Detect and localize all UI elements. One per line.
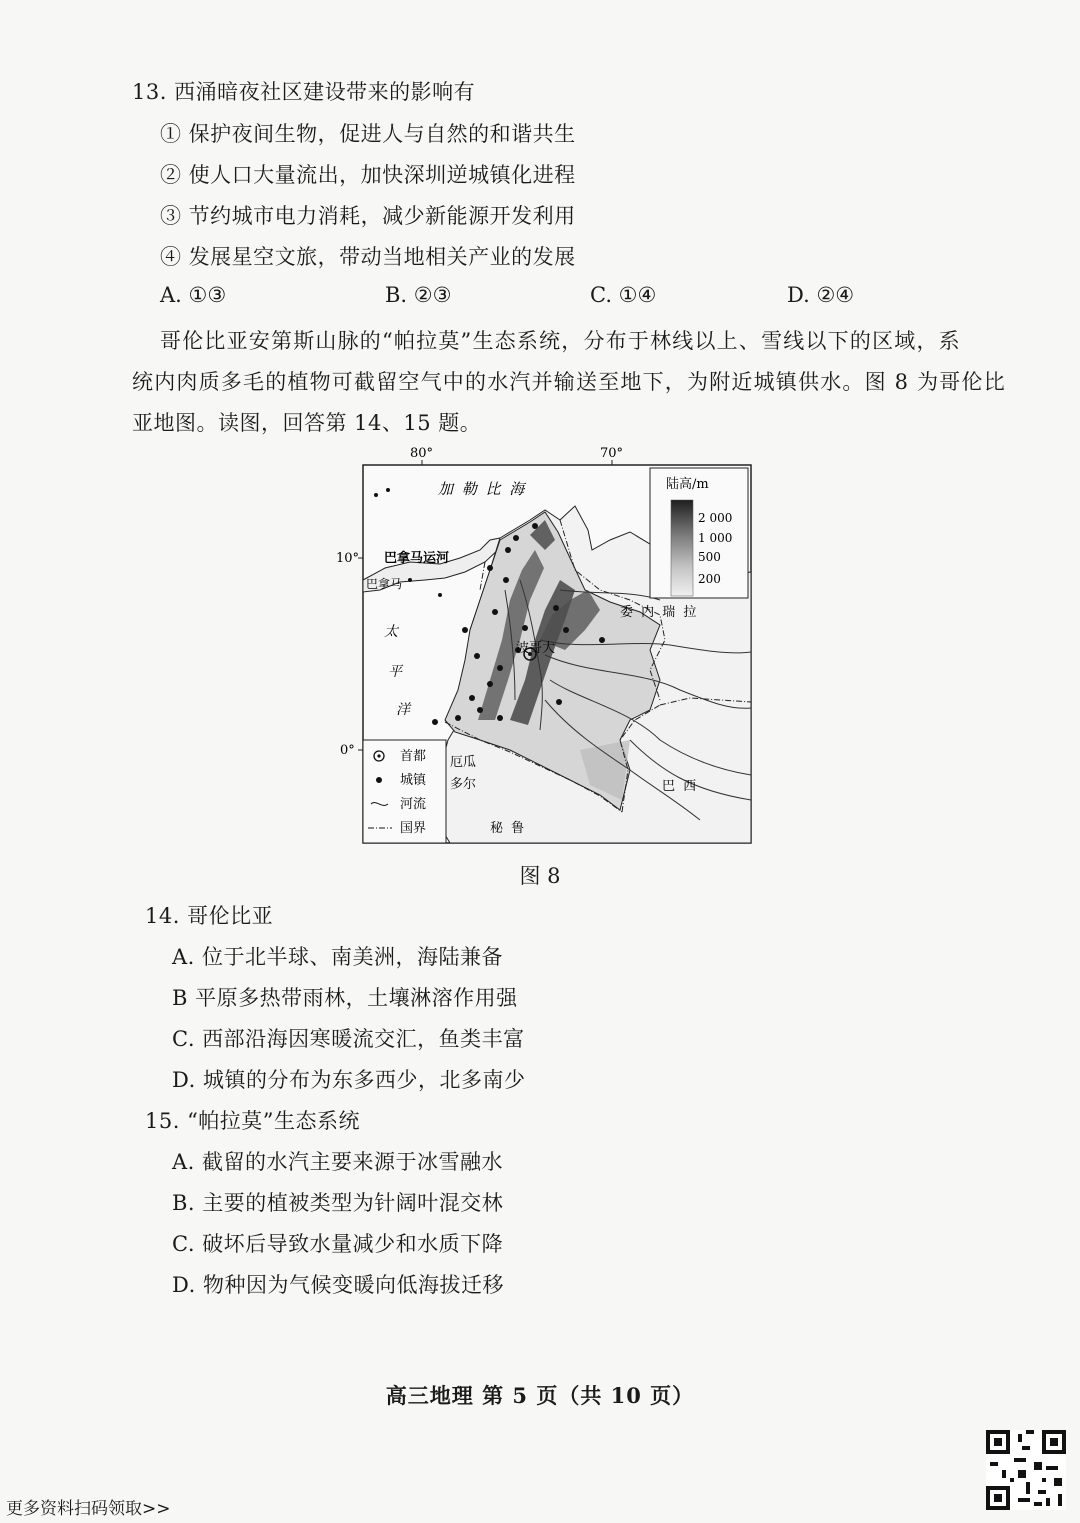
q15-option-b: B. 主要的植被类型为针阔叶混交林 xyxy=(172,1191,504,1215)
qr-code[interactable] xyxy=(986,1430,1066,1510)
q15-option-c: C. 破坏后导致水量减少和水质下降 xyxy=(172,1232,504,1256)
q15-option-a: A. 截留的水汽主要来源于冰雪融水 xyxy=(172,1150,504,1174)
legend-capital: 首都 xyxy=(400,749,427,764)
panama-label: 巴拿马 xyxy=(366,577,403,591)
q13-choice-d: D. ②④ xyxy=(787,283,855,307)
q14-stem: 14. 哥伦比亚 xyxy=(145,904,274,928)
capital-label: 波哥大 xyxy=(516,641,556,656)
more-resources-note[interactable]: 更多资料扫码领取>> xyxy=(6,1499,171,1519)
ecuador-label-1: 厄瓜 xyxy=(450,755,477,770)
lon-label-80: 80° xyxy=(410,446,434,461)
pacific-label-2: 平 xyxy=(388,664,402,680)
colombia-map xyxy=(330,440,760,850)
peru-label: 秘 鲁 xyxy=(490,821,527,836)
legend-border: 国界 xyxy=(400,821,427,836)
elev-tick-1000: 1 000 xyxy=(698,531,733,545)
q13-stem: 13. 西涌暗夜社区建设带来的影响有 xyxy=(132,80,476,104)
elev-tick-2000: 2 000 xyxy=(698,511,733,525)
q15-stem: 15. “帕拉莫”生态系统 xyxy=(145,1109,361,1133)
legend-river: 河流 xyxy=(400,797,427,812)
pacific-label-1: 太 xyxy=(384,624,398,640)
q14-option-b: B 平原多热带雨林，土壤淋溶作用强 xyxy=(172,986,518,1010)
q13-choice-a: A. ①③ xyxy=(160,283,227,307)
ecuador-label-2: 多尔 xyxy=(450,777,477,792)
q13-item-2: ② 使人口大量流出，加快深圳逆城镇化进程 xyxy=(160,163,576,187)
q14-option-c: C. 西部沿海因寒暖流交汇，鱼类丰富 xyxy=(172,1027,525,1051)
q13-choice-c: C. ①④ xyxy=(590,283,657,307)
q13-item-3: ③ 节约城市电力消耗，减少新能源开发利用 xyxy=(160,204,576,228)
caribbean-label: 加 勒 比 海 xyxy=(438,480,527,498)
elev-tick-500: 500 xyxy=(698,550,721,564)
elev-tick-200: 200 xyxy=(698,572,721,586)
legend-town: 城镇 xyxy=(400,773,427,788)
q13-item-4: ④ 发展星空文旅，带动当地相关产业的发展 xyxy=(160,245,576,269)
intro-line-1: 哥伦比亚安第斯山脉的“帕拉莫”生态系统，分布于林线以上、雪线以下的区域，系 xyxy=(160,329,961,353)
lat-label-0: 0° xyxy=(340,743,355,758)
pacific-label-3: 洋 xyxy=(396,702,410,718)
intro-line-2: 统内肉质多毛的植物可截留空气中的水汽并输送至地下，为附近城镇供水。图 8 为哥伦比 xyxy=(132,370,1006,394)
page-footer: 高三地理 第 5 页（共 10 页） xyxy=(385,1383,695,1408)
figure-caption: 图 8 xyxy=(519,864,561,888)
intro-line-3: 亚地图。读图，回答第 14、15 题。 xyxy=(132,411,482,435)
q15-option-d: D. 物种因为气候变暖向低海拔迁移 xyxy=(172,1273,504,1297)
canal-label: 巴拿马运河 xyxy=(384,551,450,566)
q13-choice-b: B. ②③ xyxy=(385,283,452,307)
lat-label-10: 10° xyxy=(336,551,360,566)
venezuela-label: 委 内 瑞 拉 xyxy=(620,605,699,620)
q14-option-d: D. 城镇的分布为东多西少，北多南少 xyxy=(172,1068,526,1092)
q14-option-a: A. 位于北半球、南美洲，海陆兼备 xyxy=(172,945,504,969)
elevation-title: 陆高/m xyxy=(666,477,709,492)
lon-label-70: 70° xyxy=(600,446,624,461)
q13-item-1: ① 保护夜间生物，促进人与自然的和谐共生 xyxy=(160,122,576,146)
brazil-label: 巴 西 xyxy=(662,779,699,794)
elevation-scale xyxy=(671,500,693,596)
